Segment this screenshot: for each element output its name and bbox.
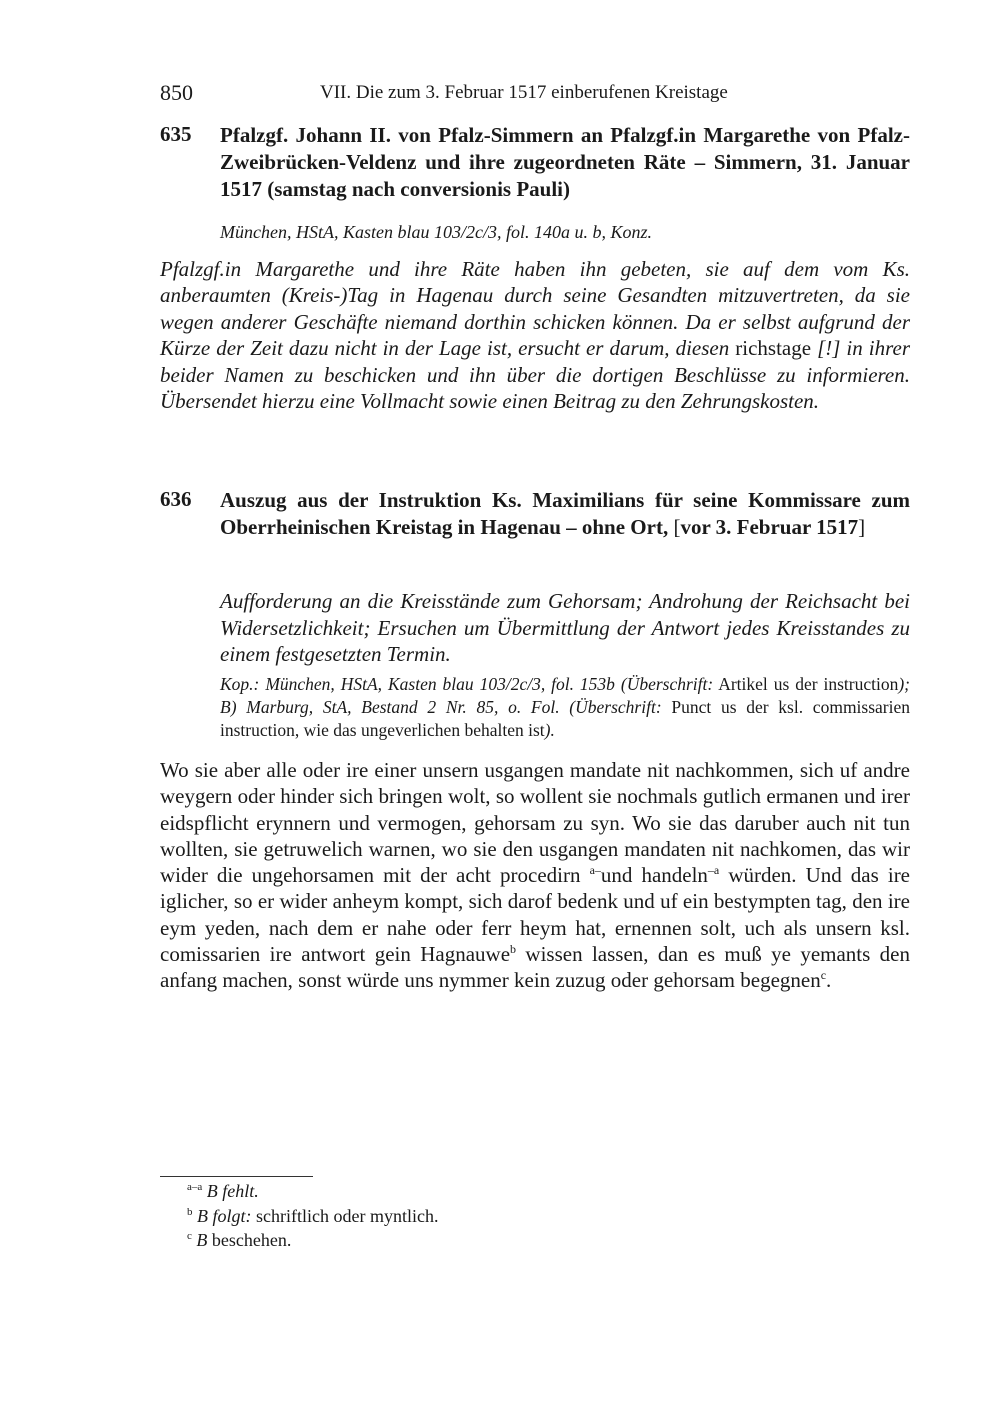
regest-635	[160, 256, 910, 414]
footnote-mark-a-open: a–	[589, 863, 601, 878]
summary-636: Aufforderung an die Kreisstände zum Gehorsam; Androhung der Reichsacht bei Widersetzlichkeit; Ersuchen um Übermittlung der Antwort jedes Kreisstandes zu einem festgesetzten Termin.	[220, 589, 910, 666]
footnote-mark-c: c	[820, 968, 827, 983]
running-title: VII. Die zum 3. Februar 1517 einberufenen Kreistage	[320, 82, 728, 103]
document-number-635: 635	[160, 122, 192, 146]
footnote-mark-b: b	[510, 942, 517, 957]
footnote-mark-a-close: –a	[707, 863, 720, 878]
source-reference-635: München, HStA, Kasten blau 103/2c/3, fol. 140a u. b, Konz.	[220, 222, 652, 242]
page-number: 850	[160, 80, 193, 105]
regest-quote: richstage	[735, 336, 812, 361]
footnote-c: $^c$ B beschehen.	[187, 1230, 292, 1250]
footnote-a: $^{a-a}$ B fehlt.	[187, 1181, 259, 1201]
footnote-b: $^b$ B folgt: schriftlich oder myntlich.	[187, 1206, 439, 1226]
heading-bold: Auszug aus der Instruktion Ks. Maximilians für seine Kommissare zum Oberrheinischen Kreistag in Hagenau – ohne Ort,	[220, 488, 910, 539]
document-number-636: 636	[160, 487, 192, 511]
regest-text-2: [!] in ihrer beider Namen zu beschicken und ihn über die dortigen Beschlüsse zu informieren. Übersendet hierzu eine Vollmacht sowie einen Beitrag zu den Zehrungskosten.	[160, 336, 911, 414]
footnote-rule	[160, 1176, 313, 1177]
heading-date: vor 3. Februar 1517	[680, 515, 859, 539]
document-heading-635: Pfalzgf. Johann II. von Pfalz-Simmern an Pfalzgf.in Margarethe von Pfalz-Zweibrücken-Veldenz und ihre zugeordneten Räte – Simmern, 31. Januar 1517 (samstag nach conversionis Pauli)	[220, 123, 910, 201]
copies-636: Kop.: München, HStA, Kasten blau 103/2c/3, fol. 153b (Überschrift: Artikel us der instruction); B) Marburg, StA, Bestand 2 Nr. 85, o. Fol. (Überschrift: Punct us der ksl. commissarien instruction, wie das ungeverlichen behalten ist).	[220, 674, 911, 740]
document-heading-636: Auszug aus der Instruktion Ks. Maximilians für seine Kommissare zum Oberrheinischen Kreistag in Hagenau – ohne Ort, [vor 3. Februar 1517]	[220, 488, 910, 539]
main-text-636: Wo sie aber alle oder ire einer unsern usgangen mandate nit nachkommen, sich uf andre weygern oder hinder sich bringen wolt, so wollent sie nochmals gutlich ermanen und irer eidspflicht erynnern und vermogen, gehorsam zu syn. Wo sie das daruber auch nit tun wollten, sie getruwelich warnen, wo sie den usgangen mandaten nit nachkomen, das wir wider die ungehorsamen mit der acht procedirn $^{a-}$und handeln$^{-a}$ würden. Und das ire iglicher, so er wider anheym kompt, sich darof bedenk und uf ein bestympten tag, den ire eym yeden, nach dem er nahe oder ferr heym hat, ernennen solt, uch als unsern ksl. comissarien ire antwort gein Hagnauwe$^b$ wissen lassen, dan es muß ye yemants den anfang machen, sonst würde uns nymmer kein zuzug oder gehorsam begegnen$^c$.	[160, 758, 911, 993]
regest-text-1: Pfalzgf.in Margarethe und ihre Räte haben ihn gebeten, sie auf dem vom Ks. anberaumten (Kreis-)Tag in Hagenau durch seine Gesandten mitzuvertreten, da sie wegen anderer Geschäfte niemand dorthin schicken können. Da er selbst aufgrund der Kürze der Zeit dazu nicht in der Lage ist, ersucht er darum, diesen	[160, 257, 910, 361]
